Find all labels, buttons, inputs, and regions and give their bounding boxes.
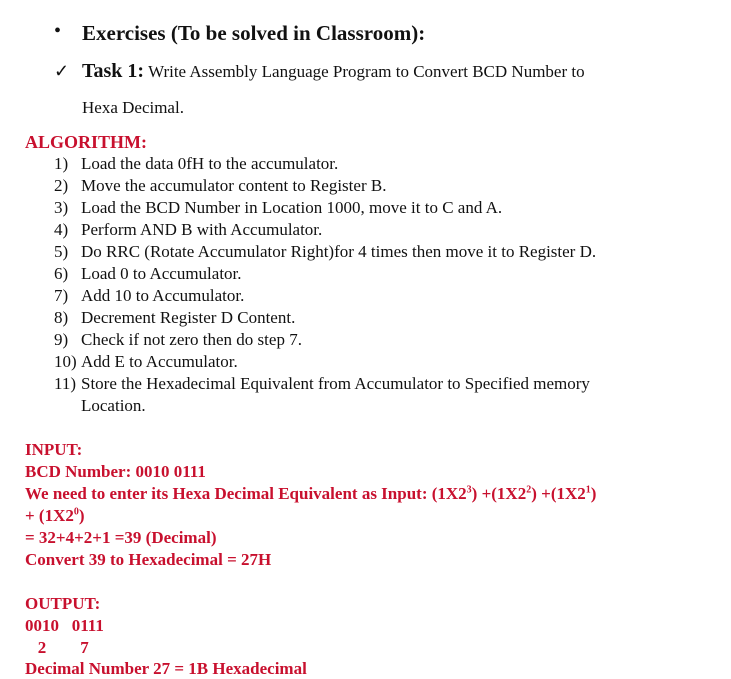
algorithm-step-continuation: Location.: [81, 396, 146, 415]
output-binary: 0010 0111: [25, 616, 104, 635]
algorithm-step: 5) Do RRC (Rotate Accumulator Right)for 4 times then move it to Register D.: [54, 242, 597, 261]
algorithm-step: 4) Perform AND B with Accumulator.: [54, 220, 323, 239]
algorithm-step: 11) Store the Hexadecimal Equivalent from Accumulator to Specified memory: [54, 374, 590, 393]
algorithm-step: 1) Load the data 0fH to the accumulator.: [54, 154, 339, 173]
output-title: OUTPUT:: [25, 594, 101, 613]
algorithm-step: 8) Decrement Register D Content.: [54, 308, 296, 327]
exercises-heading: Exercises (To be solved in Classroom):: [82, 21, 426, 45]
algorithm-step: 10) Add E to Accumulator.: [54, 352, 238, 371]
hex-equivalent-line-2: + $(1X2^0)$: [25, 506, 85, 525]
algorithm-title: ALGORITHM:: [25, 132, 148, 152]
algorithm-step: 2) Move the accumulator content to Register B.: [54, 176, 387, 195]
hex-equivalent-line-1: We need to enter its Hexa Decimal Equivalent as Input: $(1X2^3) +(1X2^2) +(1X2^1)$: [25, 484, 597, 503]
algorithm-step: 6) Load 0 to Accumulator.: [54, 264, 242, 283]
bullet-icon: •: [54, 20, 62, 42]
algorithm-step: 9) Check if not zero then do step 7.: [54, 330, 302, 349]
checkmark-icon: ✓: [54, 61, 70, 81]
convert-line: Convert 39 to Hexadecimal = 27H: [25, 550, 272, 569]
bcd-number: BCD Number: 0010 0111: [25, 462, 206, 481]
task-label: Task 1:: [82, 60, 145, 82]
input-title: INPUT:: [25, 440, 83, 459]
task-line-2: Hexa Decimal.: [82, 98, 184, 117]
algorithm-step: 3) Load the BCD Number in Location 1000, move it to C and A.: [54, 198, 503, 217]
output-result: Decimal Number 27 = 1B Hexadecimal: [25, 659, 307, 678]
decimal-sum: = 32+4+2+1 =39 (Decimal): [25, 528, 217, 547]
task-text: Write Assembly Language Program to Convert BCD Number to: [148, 62, 585, 81]
algorithm-step: 7) Add 10 to Accumulator.: [54, 286, 245, 305]
task-line-1: [82, 60, 585, 83]
output-digits: 2 7: [25, 638, 89, 657]
